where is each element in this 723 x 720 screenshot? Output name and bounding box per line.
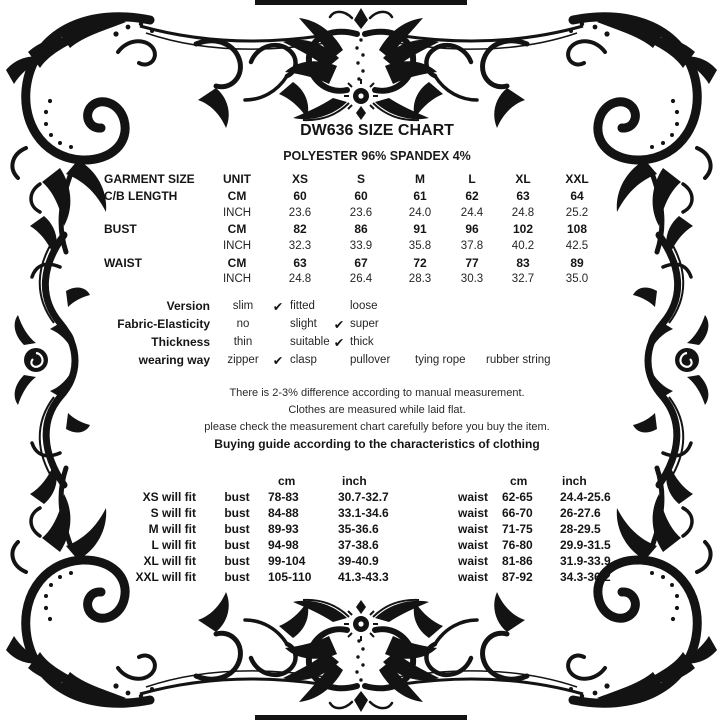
fit-bust-label: bust	[224, 570, 250, 584]
fit-bust-inch: 41.3-43.3	[338, 570, 389, 584]
fit-size-label: S will fit	[150, 506, 196, 520]
check-icon: ✔	[272, 352, 284, 368]
size-value-cell: 89	[570, 255, 584, 270]
attribute-option: no	[236, 318, 250, 330]
size-table-header-cell: GARMENT SIZE	[104, 172, 195, 187]
buying-guide-heading: Buying guide according to the characteristics of clothing	[214, 437, 540, 451]
size-value-cell: 108	[566, 222, 588, 237]
attribute-row	[68, 333, 628, 351]
check-icon: ✔	[272, 298, 284, 314]
fit-size-label: XS will fit	[142, 490, 196, 504]
size-value-cell: 91	[413, 222, 427, 237]
size-table-header-row	[104, 171, 602, 188]
fit-waist-inch: 24.4-25.6	[560, 490, 611, 504]
note-line: There is 2-3% difference according to manual measurement.	[229, 387, 525, 399]
fit-waist-inch: 28-29.5	[560, 522, 601, 536]
size-table-header-cell: XS	[291, 172, 308, 187]
fit-waist-inch: 34.3-36.2	[560, 570, 611, 584]
fit-waist-cm: 66-70	[502, 506, 533, 520]
fit-table-row	[100, 537, 622, 553]
page-title: DW636 SIZE CHART	[300, 122, 454, 139]
size-value-cell: 62	[465, 189, 479, 204]
size-table	[104, 171, 602, 288]
size-value-cell: 72	[413, 255, 427, 270]
fit-waist-label: waist	[457, 506, 488, 520]
size-value-cell: 24.8	[288, 273, 312, 286]
fit-bust-label: bust	[224, 538, 250, 552]
size-value-cell: 30.3	[460, 273, 484, 286]
size-value-cell: 96	[465, 222, 479, 237]
fit-bust-label: bust	[224, 554, 250, 568]
size-table-header-cell: M	[415, 172, 425, 187]
attribute-label: Version	[166, 299, 210, 313]
fit-table-row	[100, 505, 622, 521]
size-value-cell: 26.4	[349, 273, 373, 286]
fit-waist-cm: 87-92	[502, 570, 533, 584]
attribute-label: Thickness	[151, 335, 210, 349]
fit-header-cell: cm	[278, 474, 296, 488]
size-value-cell: 64	[570, 189, 584, 204]
size-row-label: C/B LENGTH	[104, 189, 178, 204]
size-unit-cell: INCH	[222, 273, 252, 286]
size-unit-cell: INCH	[222, 206, 252, 219]
size-value-cell: 42.5	[565, 240, 589, 253]
size-value-cell: 32.7	[511, 273, 535, 286]
fit-bust-inch: 30.7-32.7	[338, 490, 389, 504]
size-row-label: WAIST	[104, 255, 142, 270]
size-table-row	[104, 254, 602, 271]
size-table-row	[104, 238, 602, 255]
attribute-option: slight	[290, 318, 317, 330]
attributes-table	[68, 297, 628, 369]
attribute-row	[68, 315, 628, 333]
attribute-option: zipper	[227, 354, 259, 366]
fit-bust-cm: 94-98	[268, 538, 299, 552]
fit-table	[100, 473, 622, 585]
fit-waist-label: waist	[457, 490, 488, 504]
check-icon: ✔	[333, 316, 345, 332]
size-table-header-cell: XL	[515, 172, 531, 187]
fit-bust-inch: 37-38.6	[338, 538, 379, 552]
fit-bust-label: bust	[224, 522, 250, 536]
size-value-cell: 60	[354, 189, 368, 204]
size-value-cell: 24.4	[460, 206, 484, 219]
fit-size-label: XXL will fit	[135, 570, 196, 584]
size-value-cell: 60	[293, 189, 307, 204]
size-value-cell: 40.2	[511, 240, 535, 253]
size-value-cell: 102	[512, 222, 534, 237]
size-value-cell: 37.8	[460, 240, 484, 253]
fit-bust-cm: 99-104	[268, 554, 306, 568]
fit-table-header-row	[100, 473, 622, 489]
size-value-cell: 23.6	[349, 206, 373, 219]
note-line: please check the measurement chart carefully before you buy the item.	[204, 421, 550, 433]
size-table-header-cell: UNIT	[223, 172, 251, 187]
attribute-row	[68, 351, 628, 369]
attribute-option: slim	[232, 300, 254, 312]
fit-size-label: L will fit	[151, 538, 196, 552]
size-value-cell: 24.0	[408, 206, 432, 219]
size-value-cell: 25.2	[565, 206, 589, 219]
size-value-cell: 35.8	[408, 240, 432, 253]
size-value-cell: 24.8	[511, 206, 535, 219]
attribute-option: suitable	[290, 336, 330, 348]
size-value-cell: 67	[354, 255, 368, 270]
fit-size-label: XL will fit	[143, 554, 196, 568]
size-value-cell: 28.3	[408, 273, 432, 286]
size-unit-cell: CM	[227, 255, 247, 270]
fit-header-cell: inch	[562, 474, 587, 488]
size-value-cell: 35.0	[565, 273, 589, 286]
size-table-header-cell: L	[468, 172, 476, 187]
size-value-cell: 86	[354, 222, 368, 237]
size-table-row	[104, 271, 602, 288]
fit-table-row	[100, 489, 622, 505]
fit-bust-cm: 105-110	[268, 570, 312, 584]
attribute-option: loose	[350, 300, 378, 312]
fit-bust-cm: 89-93	[268, 522, 299, 536]
size-value-cell: 63	[293, 255, 307, 270]
attribute-option: fitted	[290, 300, 315, 312]
fit-table-row	[100, 521, 622, 537]
fit-waist-cm: 62-65	[502, 490, 533, 504]
fit-waist-inch: 26-27.6	[560, 506, 601, 520]
note-line: Clothes are measured while laid flat.	[288, 404, 466, 416]
size-value-cell: 23.6	[288, 206, 312, 219]
attribute-label: wearing way	[138, 353, 210, 367]
size-value-cell: 77	[465, 255, 479, 270]
fit-waist-cm: 81-86	[502, 554, 533, 568]
attribute-option: thin	[233, 336, 253, 348]
attribute-option: super	[350, 318, 379, 330]
size-unit-cell: CM	[227, 222, 247, 237]
fit-waist-inch: 29.9-31.5	[560, 538, 611, 552]
fit-waist-cm: 76-80	[502, 538, 533, 552]
fit-size-label: M will fit	[148, 522, 196, 536]
attribute-option: thick	[350, 336, 374, 348]
fit-table-row	[100, 553, 622, 569]
size-table-header-cell: S	[356, 172, 365, 187]
size-unit-cell: CM	[227, 189, 247, 204]
fit-waist-cm: 71-75	[502, 522, 533, 536]
size-table-header-cell: XXL	[565, 172, 589, 187]
size-value-cell: 32.3	[288, 240, 312, 253]
size-value-cell: 33.9	[349, 240, 373, 253]
fit-bust-label: bust	[224, 506, 250, 520]
size-table-row	[104, 221, 602, 238]
size-table-row	[104, 204, 602, 221]
fit-waist-label: waist	[457, 522, 488, 536]
fit-table-row	[100, 569, 622, 585]
size-unit-cell: INCH	[222, 240, 252, 253]
size-value-cell: 61	[413, 189, 427, 204]
fit-waist-label: waist	[457, 538, 488, 552]
fit-bust-label: bust	[224, 490, 250, 504]
attribute-label: Fabric-Elasticity	[117, 317, 210, 331]
size-value-cell: 83	[516, 255, 530, 270]
attribute-option: clasp	[290, 354, 317, 366]
fit-header-cell: inch	[342, 474, 367, 488]
attribute-row	[68, 297, 628, 315]
attribute-option: rubber string	[486, 354, 551, 366]
fit-bust-cm: 78-83	[268, 490, 299, 504]
size-row-label: BUST	[104, 222, 137, 237]
fit-waist-label: waist	[457, 554, 488, 568]
fit-bust-inch: 39-40.9	[338, 554, 379, 568]
notes	[104, 385, 650, 436]
check-icon: ✔	[333, 334, 345, 350]
fabric-composition: POLYESTER 96% SPANDEX 4%	[283, 149, 471, 163]
fit-waist-label: waist	[457, 570, 488, 584]
size-value-cell: 82	[293, 222, 307, 237]
fit-bust-inch: 35-36.6	[338, 522, 379, 536]
fit-header-cell: cm	[510, 474, 528, 488]
fit-bust-inch: 33.1-34.6	[338, 506, 389, 520]
size-value-cell: 63	[516, 189, 530, 204]
fit-bust-cm: 84-88	[268, 506, 299, 520]
attribute-option: pullover	[350, 354, 391, 366]
attribute-option: tying rope	[415, 354, 466, 366]
fit-waist-inch: 31.9-33.9	[560, 554, 611, 568]
size-table-row	[104, 188, 602, 205]
